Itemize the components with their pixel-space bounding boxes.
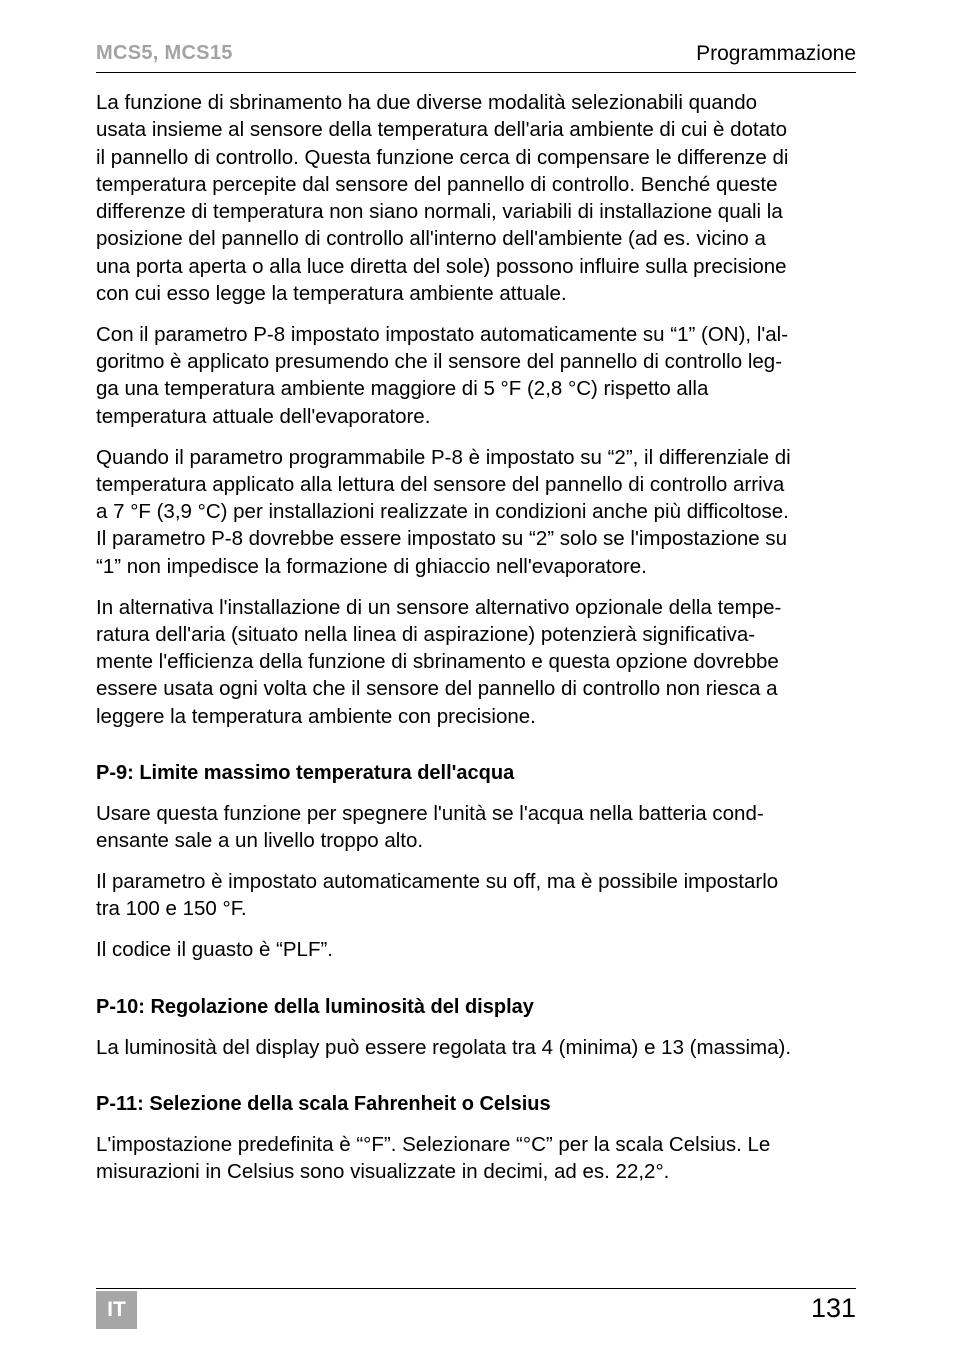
body-paragraph: Il parametro è impostato automaticamente su off, ma è possibile impostarlo tra 100 e 150 °F.	[96, 870, 779, 921]
section-p10	[96, 994, 866, 1061]
section-heading: P-10: Regolazione della luminosità del display	[96, 995, 534, 1018]
body-paragraph: La luminosità del display può essere regolata tra 4 (minima) e 13 (massima).	[96, 1035, 792, 1059]
section-p11	[96, 1091, 866, 1186]
page-footer	[96, 1288, 856, 1323]
chapter-title: Programmazione	[696, 42, 856, 65]
section-p9	[96, 760, 866, 963]
body-paragraph: In alternativa l'installazione di un sensore alternativo opzionale della tempe- ratura dell'aria (situato nella linea di aspirazione) potenzierà significativa- mente l'efficienza della funzione di sbrinamento e questa opzione dovrebbe essere usata ogni volta che il sensore del pannello di controllo non riesca a leggere la temperatura ambiente con precisione.	[96, 595, 782, 728]
section-heading: P-9: Limite massimo temperatura dell'acqua	[96, 762, 515, 785]
page-header	[96, 40, 856, 73]
body-paragraph: La funzione di sbrinamento ha due diverse modalità selezionabili quando usata insieme al sensore della temperatura dell'aria ambiente di cui è dotato il pannello di controllo. Questa funzione cerca di compensare le differenze di temperatura percepite dal sensore del pannello di controllo. Benché queste differenze di temperatura non siano normali, variabili di installazione quali la posizione del pannello di controllo all'interno dell'ambiente (ad es. vicino a una porta aperta o alla luce diretta del sole) possono influire sulla precisione con cui esso legge la temperatura ambiente attuale.	[96, 91, 789, 306]
body-paragraph: Quando il parametro programmabile P-8 è impostato su “2”, il differenziale di temperatura applicato alla lettura del sensore del pannello di controllo arriva a 7 °F (3,9 °C) per installazioni realizzate in condizioni anche più difficoltose. Il parametro P-8 dovrebbe essere impostato su “2” solo se l'impostazione su “1” non impedisce la formazione di ghiaccio nell'evaporatore.	[96, 445, 791, 578]
body-paragraph: Con il parametro P-8 impostato impostato automaticamente su “1” (ON), l'al- goritmo è applicato presumendo che il sensore del pannello di controllo leg- ga una temperatura ambiente maggiore di 5 °F (2,8 °C) rispetto alla temperatura attuale dell'evaporatore.	[96, 322, 789, 428]
section-heading: P-11: Selezione della scala Fahrenheit o Celsius	[96, 1092, 551, 1115]
page-body	[96, 89, 866, 1199]
body-paragraph: Il codice il guasto è “PLF”.	[96, 938, 333, 962]
page-number: 131	[810, 1293, 856, 1323]
body-paragraph: L'impostazione predefinita è “°F”. Selezionare “°C” per la scala Celsius. Le misurazioni in Celsius sono visualizzate in decimi, ad es. 22,2°.	[96, 1132, 771, 1184]
body-paragraph: Usare questa funzione per spegnere l'unità se l'acqua nella batteria cond- ensante sale a un livello troppo alto.	[96, 802, 764, 853]
language-badge: IT	[96, 1291, 137, 1329]
product-name: MCS5, MCS15	[96, 42, 233, 64]
